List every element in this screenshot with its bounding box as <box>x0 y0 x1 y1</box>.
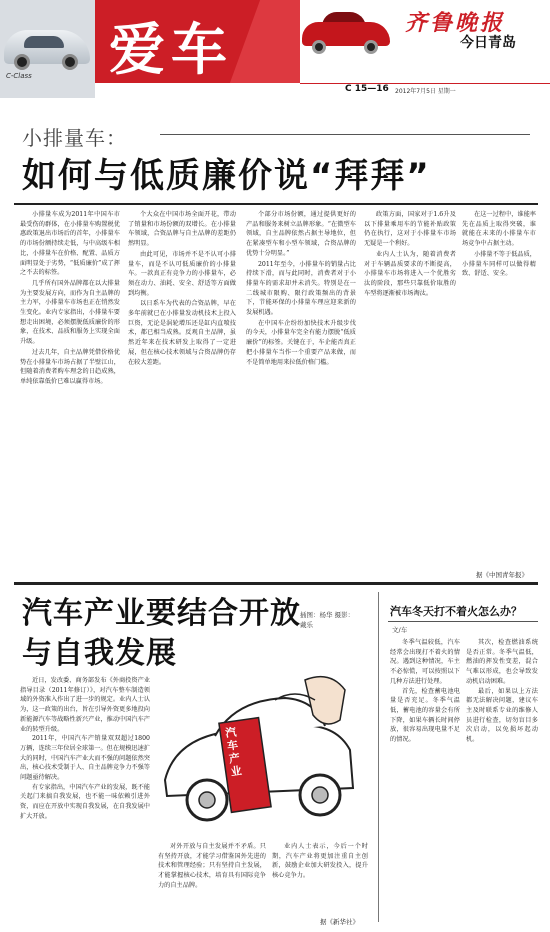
article1-kicker: 小排量车： <box>22 126 127 150</box>
section-banner <box>95 0 300 83</box>
paragraph: 由此可见，市场并不是不认可小排量车，而是不认可低质廉价的小排量车。一款真正有竞争力的小排量车，必须在动力、油耗、安全、舒适等方面做到均衡。 <box>128 250 236 297</box>
paragraph: 首先，检查蓄电池电量是否充足。冬季气温低，蓄电池的容量会有所下降，如果车辆长时间停放，很容易出现电量不足的情况。 <box>390 687 460 744</box>
cartoon-caption: 汽车产业 <box>224 725 243 779</box>
section-title: 爱车 <box>109 18 233 83</box>
paragraph: 在这一过程中，谁能率先在品质上取得突破，谁就能在未来的小排量车市场竞争中占据主动。 <box>462 211 536 248</box>
article2-source: 据《新华社》 <box>320 918 359 926</box>
paragraph: 过去几年，自主品牌凭借价格优势在小排量车市场占据了半壁江山，但随着消费者购车理念的日趋成熟，单纯依靠低价已难以赢得市场。 <box>20 348 120 385</box>
side-article-byline: 文/车 <box>392 626 408 634</box>
page-number: C 15—16 <box>345 84 389 94</box>
masthead-car-photo <box>0 0 95 98</box>
article1-column-5 <box>462 210 536 566</box>
article1-column-3 <box>246 210 356 566</box>
article1-column-1 <box>20 210 120 566</box>
side-article-column-1 <box>390 638 460 922</box>
paragraph: 小排量车成为2011年中国车市最受伤的群体，在小排量车购置税优惠政策退出市场后的首年，小排量车的市场份额持续走低，与中高级车相比，小排量车在价格、配置、品质方面明显处于劣势，“低质廉价”成了挥之不去的标签。 <box>20 211 120 277</box>
paragraph: 业内人士认为，随着消费者对于车辆品质要求的不断提高，小排量车市场将进入一个优胜劣汰的阶段，那些只靠低价取胜的车型将逐渐被市场淘汰。 <box>364 250 456 297</box>
paragraph: 个大众在中国市场全面开花，带动了销量和市场份额的双增长。在小排量车领域，合资品牌与自主品牌的差距仍然明显。 <box>128 211 236 248</box>
paragraph: 有专家指出，中国汽车产业的发展，既不能关起门来搞自我发展，也不能一味依赖引进外资，而应在开放中实现自我发展，在自我发展中扩大开放。 <box>20 783 150 820</box>
car-photo-caption: C-Class <box>6 72 32 80</box>
article2-column-3 <box>272 842 368 928</box>
article1-headline: 如何与低质廉价说“拜拜” <box>22 156 431 196</box>
article2-byline: 插图：杨华 摄影：戴乐 <box>300 611 355 629</box>
paragraph: 近日，发改委、商务部发布《外商投资产业指导目录（2011年修订）》，对汽车整车制造领域的外资准入作出了进一步的规定。业内人士认为，这一政策的出台，旨在引导外资更多地投向新能源汽车等战略性新兴产业，推动中国汽车产业的转型升级。 <box>20 677 150 733</box>
paragraph: 2011年至今，小排量车的销量占比持续下滑，而与此同时，消费者对于小排量车的需求却并未消失。特别是在一二线城市限购、限行政策频出的背景下，节能环保的小排量车理应迎来新的发展机遇。 <box>246 260 356 317</box>
paragraph: 在中国车企纷纷加快技术升级步伐的今天，小排量车完全有能力摆脱“低质廉价”的标签。关键在于，车企能否真正把小排量车当作一个重要产品来做，而不是简单地用来拉低价格门槛。 <box>246 319 356 366</box>
article2-headline: 汽车产业要结合开放与自我发展 <box>22 596 301 671</box>
paragraph: 个部分市场份额，通过提供更好的产品和服务来树立品牌形象。“在微型车领域，自主品牌依然占据主导地位，但在紧凑型车和小型车领域，合资品牌的优势十分明显。” <box>246 211 356 257</box>
section-divider <box>14 582 538 585</box>
city-edition: 今日青岛 <box>460 35 516 51</box>
column-divider <box>378 592 379 922</box>
masthead <box>0 0 550 98</box>
red-car-image <box>300 6 392 56</box>
paragraph: 政策方面，国家对于1.6升及以下排量乘用车的节能补贴政策仍在执行，这对于小排量车市场无疑是一个利好。 <box>364 211 456 248</box>
paragraph: 最后，如果以上方法都无法解决问题，建议车主及时联系专业的维修人员进行检查，切勿盲目多次启动，以免损坏起动机。 <box>466 687 538 744</box>
side-article-title: 汽车冬天打不着火怎么办？ <box>390 605 522 618</box>
side-title-divider <box>388 621 538 622</box>
paragraph: 对外开放与自主发展并不矛盾。只有坚持开放，才能学习借鉴国外先进的技术和管理经验；只有坚持自主发展，才能掌握核心技术，培育具有国际竞争力的自主品牌。 <box>158 843 266 889</box>
kicker-divider <box>160 134 530 135</box>
paragraph: 业内人士表示，今后一个时期，汽车产业将更加注重自主创新，鼓励企业加大研发投入，提升核心竞争力。 <box>272 843 368 880</box>
issue-date: 2012年7月5日 星期一 <box>395 88 456 95</box>
paragraph: 以日系车为代表的合资品牌，早在多年前就已在小排量发动机技术上投入巨资，无论是涡轮增压还是缸内直喷技术，都已相当成熟。反观自主品牌，虽然近年来在技术研发上取得了一定进展，但在核心技术领域与合资品牌仍存在较大差距。 <box>128 300 236 366</box>
cartoon-illustration <box>155 660 360 840</box>
newspaper-logo: 齐鲁晚报 <box>405 10 506 36</box>
article1-column-2 <box>128 210 236 566</box>
side-article-column-2 <box>466 638 538 922</box>
article1-column-4 <box>364 210 456 566</box>
paragraph: 冬季气温较低，汽车经常会出现打不着火的情况。遇到这种情况，车主不必惊慌，可以按照以下几种方法进行处理。 <box>390 639 460 685</box>
article2-column-2 <box>158 842 266 928</box>
paragraph: 其次，检查燃油系统是否正常。冬季气温低，燃油的挥发性变差，混合气难以形成，也会导致发动机启动困难。 <box>466 639 538 685</box>
article2-column-1 <box>20 676 150 916</box>
article1-source: 据《中国青年报》 <box>476 571 528 579</box>
masthead-divider <box>300 83 550 84</box>
paragraph: 几乎所有国外品牌都在以大排量为主要发展方向，而作为自主品牌的主力军，小排量车市场也正在悄然发生变化。业内专家指出，小排量车要想走出困境，必须摆脱低质廉价的形象，在技术、品质和服务上实现全面升级。 <box>20 279 120 346</box>
paragraph: 小排量不等于低品质，小排量车同样可以做得精致、舒适、安全。 <box>462 250 536 278</box>
headline-divider <box>14 203 538 205</box>
paragraph: 2011年，中国汽车产销量双双超过1800万辆，连续三年位居全球第一。但在规模迅速扩大的同时，中国汽车产业大而不强的问题依然突出，核心技术受制于人、自主品牌竞争力不强等问题亟待解决。 <box>20 735 150 782</box>
